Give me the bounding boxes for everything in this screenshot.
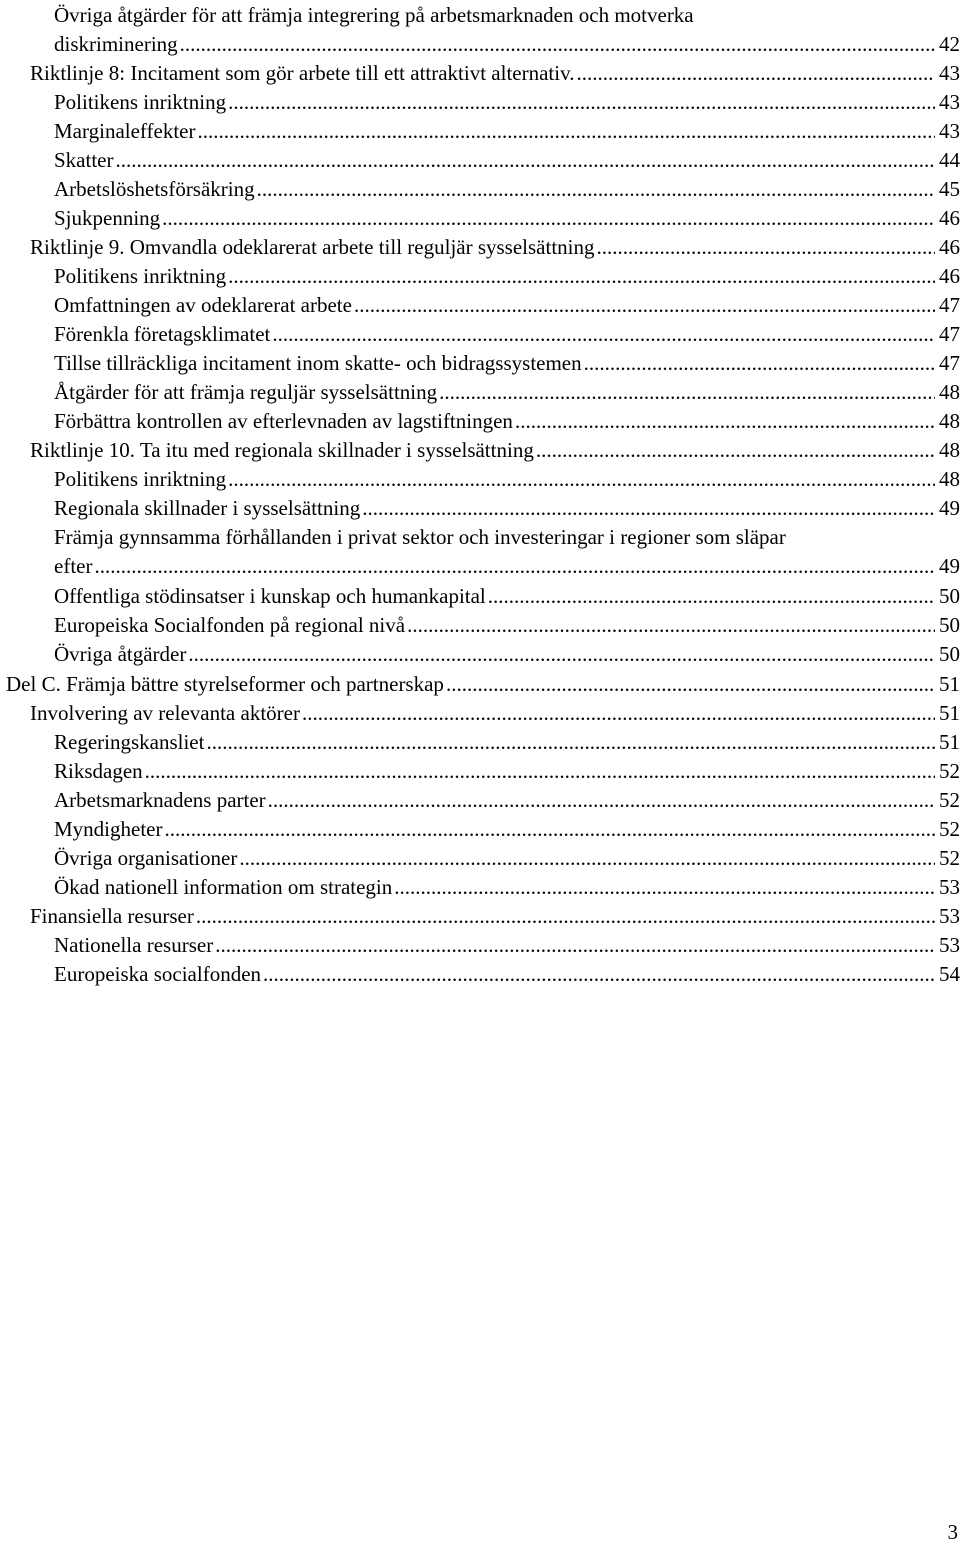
toc-entry[interactable] xyxy=(54,204,960,233)
toc-entry[interactable] xyxy=(30,699,960,728)
dot-leader xyxy=(228,88,935,117)
dot-leader xyxy=(180,30,935,59)
dot-leader xyxy=(407,611,935,640)
toc-entry-page: 46 xyxy=(939,206,960,230)
toc-entry[interactable] xyxy=(54,611,960,640)
dot-leader xyxy=(196,902,935,931)
toc-entry-title: Sjukpenning xyxy=(54,206,161,230)
dot-leader xyxy=(145,757,935,786)
toc-entry-title: Ökad nationell information om strategin xyxy=(54,875,393,899)
toc-entry-title-continued: diskriminering xyxy=(54,32,178,56)
dot-leader xyxy=(597,233,935,262)
toc-entry[interactable] xyxy=(30,902,960,931)
dot-leader xyxy=(239,844,935,873)
toc-entry-page: 47 xyxy=(939,322,960,346)
toc-entry-page: 49 xyxy=(939,496,960,520)
toc-entry-page: 49 xyxy=(939,554,960,578)
toc-entry-title: Finansiella resurser xyxy=(30,904,194,928)
toc-entry-page: 48 xyxy=(939,467,960,491)
toc-entry[interactable] xyxy=(54,757,960,786)
page-number: 3 xyxy=(947,1520,958,1544)
dot-leader xyxy=(94,552,935,581)
toc-entry-title: Europeiska socialfonden xyxy=(54,962,262,986)
toc-entry-page: 50 xyxy=(939,613,960,637)
toc-entry-title: Övriga åtgärder för att främja integrering på arbetsmarknaden och motverka xyxy=(54,3,694,27)
dot-leader xyxy=(215,931,935,960)
toc-entry[interactable] xyxy=(54,931,960,960)
toc-entry[interactable] xyxy=(54,844,960,873)
dot-leader xyxy=(268,786,935,815)
toc-entry-page: 53 xyxy=(939,875,960,899)
dot-leader xyxy=(488,582,935,611)
toc-entry-title: Del C. Främja bättre styrelseformer och partnerskap xyxy=(6,672,444,696)
toc-entry-title: Skatter xyxy=(54,148,114,172)
toc-entry-page: 47 xyxy=(939,351,960,375)
toc-entry-title: Offentliga stödinsatser i kunskap och humankapital xyxy=(54,584,486,608)
toc-entry-page: 42 xyxy=(939,32,960,56)
toc-entry-title: Riksdagen xyxy=(54,759,143,783)
dot-leader xyxy=(198,117,936,146)
toc-entry-title: Regeringskansliet xyxy=(54,730,205,754)
toc-entry[interactable] xyxy=(54,465,960,494)
toc-entry-page: 52 xyxy=(939,759,960,783)
toc-entry-page: 45 xyxy=(939,177,960,201)
toc-entry[interactable] xyxy=(54,320,960,349)
toc-entry[interactable] xyxy=(54,960,960,989)
toc-entry-page: 48 xyxy=(939,438,960,462)
toc-entry-page: 48 xyxy=(939,409,960,433)
toc-entry-title: Europeiska Socialfonden på regional nivå xyxy=(54,613,406,637)
toc-entry-title-continued: efter xyxy=(54,554,93,578)
toc-entry[interactable] xyxy=(54,640,960,669)
toc-entry-page: 52 xyxy=(939,817,960,841)
toc-entry[interactable] xyxy=(54,786,960,815)
toc-entry-title: Arbetsmarknadens parter xyxy=(54,788,266,812)
toc-entry[interactable] xyxy=(30,59,960,88)
toc-entry[interactable] xyxy=(54,291,960,320)
dot-leader xyxy=(263,960,935,989)
dot-leader xyxy=(272,320,935,349)
dot-leader xyxy=(257,175,935,204)
dot-leader xyxy=(354,291,935,320)
toc-entry-title: Riktlinje 9. Omvandla odeklarerat arbete till reguljär sysselsättning xyxy=(30,235,595,259)
toc-entry-title: Myndigheter xyxy=(54,817,163,841)
toc-entry-page: 52 xyxy=(939,846,960,870)
toc-entry-title: Politikens inriktning xyxy=(54,264,227,288)
toc-entry[interactable] xyxy=(54,815,960,844)
dot-leader xyxy=(439,378,935,407)
toc-entry[interactable] xyxy=(54,523,960,581)
toc-entry-title: Regionala skillnader i sysselsättning xyxy=(54,496,361,520)
toc-entry[interactable] xyxy=(30,436,960,465)
dot-leader xyxy=(515,407,935,436)
toc-entry-page: 53 xyxy=(939,933,960,957)
toc-entry-page: 50 xyxy=(939,584,960,608)
toc-entry[interactable] xyxy=(6,670,960,699)
toc-entry[interactable] xyxy=(54,728,960,757)
toc-entry-page: 48 xyxy=(939,380,960,404)
toc-entry-title: Riktlinje 8: Incitament som gör arbete till ett attraktivt alternativ. xyxy=(30,61,575,85)
dot-leader xyxy=(228,465,935,494)
dot-leader xyxy=(446,670,935,699)
toc-entry-title: Förbättra kontrollen av efterlevnaden av lagstiftningen xyxy=(54,409,513,433)
toc-entry[interactable] xyxy=(54,873,960,902)
toc-entry[interactable] xyxy=(54,582,960,611)
toc-entry-page: 50 xyxy=(939,642,960,666)
toc-entry-page: 53 xyxy=(939,904,960,928)
toc-entry-title: Arbetslöshetsförsäkring xyxy=(54,177,255,201)
toc-entry-page: 52 xyxy=(939,788,960,812)
dot-leader xyxy=(302,699,935,728)
toc-entry[interactable] xyxy=(54,1,960,59)
toc-entry-page: 46 xyxy=(939,264,960,288)
toc-entry-page: 43 xyxy=(939,90,960,114)
toc-entry-page: 43 xyxy=(939,61,960,85)
toc-entry[interactable] xyxy=(54,494,960,523)
toc-entry-title: Övriga åtgärder xyxy=(54,642,187,666)
toc-entry[interactable] xyxy=(54,262,960,291)
toc-entry-page: 44 xyxy=(939,148,960,172)
toc-entry-title: Tillse tillräckliga incitament inom skatte- och bidragssystemen xyxy=(54,351,582,375)
toc-entry-title: Involvering av relevanta aktörer xyxy=(30,701,300,725)
toc-entry[interactable] xyxy=(54,146,960,175)
toc-entry-page: 43 xyxy=(939,119,960,143)
dot-leader xyxy=(228,262,935,291)
toc-entry-title: Främja gynnsamma förhållanden i privat sektor och investeringar i regioner som släpar xyxy=(54,525,786,549)
toc-entry[interactable] xyxy=(30,233,960,262)
toc-entry-title: Omfattningen av odeklarerat arbete xyxy=(54,293,352,317)
dot-leader xyxy=(162,204,935,233)
dot-leader xyxy=(536,436,935,465)
toc-entry-title: Förenkla företagsklimatet xyxy=(54,322,271,346)
toc-entry[interactable] xyxy=(54,175,960,204)
toc-entry-page: 54 xyxy=(939,962,960,986)
dot-leader xyxy=(362,494,935,523)
toc-entry-title: Politikens inriktning xyxy=(54,90,227,114)
toc-entry-page: 51 xyxy=(939,730,960,754)
toc-entry[interactable] xyxy=(54,407,960,436)
toc-entry-page: 47 xyxy=(939,293,960,317)
toc-entry-title: Övriga organisationer xyxy=(54,846,238,870)
toc-entry-title: Marginaleffekter xyxy=(54,119,196,143)
dot-leader xyxy=(576,59,935,88)
toc-entry[interactable] xyxy=(54,349,960,378)
dot-leader xyxy=(394,873,935,902)
dot-leader xyxy=(206,728,935,757)
toc-entry-title: Politikens inriktning xyxy=(54,467,227,491)
toc-entry-title: Åtgärder för att främja reguljär sysselsättning xyxy=(54,380,438,404)
toc-entry-title: Riktlinje 10. Ta itu med regionala skillnader i sysselsättning xyxy=(30,438,534,462)
toc-entry[interactable] xyxy=(54,117,960,146)
dot-leader xyxy=(188,640,935,669)
toc-entry-page: 46 xyxy=(939,235,960,259)
toc-entry-page: 51 xyxy=(939,672,960,696)
dot-leader xyxy=(164,815,935,844)
toc-entry-page: 51 xyxy=(939,701,960,725)
dot-leader xyxy=(115,146,935,175)
toc-entry[interactable] xyxy=(54,88,960,117)
dot-leader xyxy=(584,349,935,378)
toc-entry-title: Nationella resurser xyxy=(54,933,214,957)
toc-entry[interactable] xyxy=(54,378,960,407)
